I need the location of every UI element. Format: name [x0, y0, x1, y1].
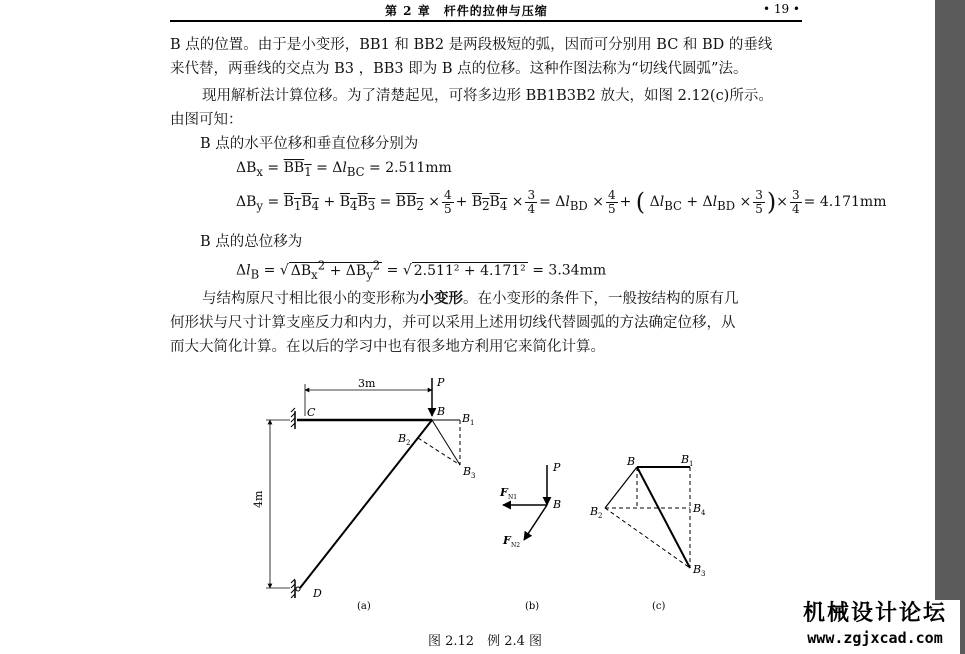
- label-b-p: P: [553, 461, 561, 474]
- paragraph-line: B 点的总位移为: [200, 234, 303, 250]
- fraction: $\frac{3}{4}$: [792, 187, 800, 216]
- figure-caption: 图 2.12 例 2.4 图: [428, 634, 543, 649]
- paragraph-line: 何形状与尺寸计算支座反力和内力，并可以采用上述用切线代替圆弧的方法确定位移，从: [170, 315, 736, 331]
- label-c-b: B: [627, 455, 636, 468]
- caption-a: (a): [357, 601, 371, 612]
- svg-text:4: 4: [701, 509, 706, 517]
- svg-text:2: 2: [598, 512, 603, 520]
- paragraph-line: B 点的位置。由于是小变形，BB1 和 BB2 是两段极短的弧，因而可分别用 BC 和 BD 的垂线: [170, 37, 773, 53]
- label-b1: B: [462, 412, 471, 425]
- right-gutter: [935, 0, 965, 654]
- label-4m: 4m: [252, 490, 265, 508]
- equation-total-displacement: $\Delta l_B$ = √ $\Delta B_x^2 + \Delta B_y^2$ = √ 2.511² + 4.171² = 3.34mm: [236, 258, 607, 282]
- watermark: [790, 600, 960, 654]
- eq3-radicand: 2.511² + 4.171²: [413, 262, 526, 279]
- chapter-title: 第 2 章 杆件的拉伸与压缩: [385, 4, 548, 18]
- subfigure-b: [503, 465, 547, 540]
- eq2-result: = 4.171mm: [803, 194, 887, 210]
- label-c: C: [307, 406, 316, 419]
- svg-text:N2: N2: [511, 542, 521, 549]
- label-b3: B: [463, 465, 472, 478]
- label-b-b: B: [553, 498, 562, 511]
- paragraph-line: 与结构原尺寸相比很小的变形称为小变形。在小变形的条件下，一般按结构的原有几: [202, 290, 739, 307]
- eq1-result: = 2.511mm: [369, 160, 452, 176]
- label-c-b1: B: [681, 453, 690, 466]
- caption-c: (c): [652, 601, 666, 612]
- svg-text:2: 2: [406, 439, 411, 447]
- equation-vertical-displacement: $\Delta B_y = B_1B_4 + B_4B_3 = BB_2$ × $\frac{4}{5}$ + $B_2B_4$ × $\frac{3}{4}$ = $\Delta l_{BD}$ × $\frac{4}{5}$ + ( $\Delta l_{BC} + \Delta l_{BD}$ × $\frac{3}{5}$ )× $\frac{3}{4}$ = 4.171mm: [236, 187, 887, 216]
- fraction: $\frac{3}{5}$: [755, 187, 763, 216]
- watermark-url: www.zgjxcad.com: [807, 629, 943, 647]
- bold-term: 小变形: [419, 290, 463, 307]
- label-c-b4: B: [693, 502, 702, 515]
- label-b2: B: [398, 432, 407, 445]
- label-p: P: [437, 376, 445, 389]
- eq3-result: = 3.34mm: [532, 262, 607, 279]
- label-b: B: [437, 405, 446, 418]
- paragraph-line: 现用解析法计算位移。为了清楚起见，可将多边形 BB1B3B2 放大，如图 2.12(c)所示。: [202, 88, 773, 104]
- fraction: $\frac{4}{5}$: [443, 187, 452, 216]
- subfigure-c: [605, 467, 690, 568]
- fraction: $\frac{3}{4}$: [527, 187, 536, 216]
- label-fn1: F: [500, 486, 508, 499]
- label-fn2: F: [503, 534, 511, 547]
- label-c-b2: B: [590, 505, 599, 518]
- paragraph-line: B 点的水平位移和垂直位移分别为: [200, 136, 419, 152]
- fraction: $\frac{4}{5}$: [607, 187, 616, 216]
- page-number: • 19 •: [762, 2, 800, 16]
- equation-horizontal-displacement: $\Delta B_x = BB_1 = \Delta l_{BC} = 2.511mm$: [236, 160, 452, 179]
- label-d: D: [313, 587, 322, 600]
- svg-text:N1: N1: [508, 494, 518, 501]
- paragraph-line: 由图可知：: [170, 112, 243, 128]
- subfigure-a: [266, 378, 460, 598]
- svg-text:3: 3: [701, 570, 706, 578]
- svg-text:1: 1: [470, 419, 475, 427]
- bar-bd: [300, 420, 432, 588]
- svg-text:1: 1: [689, 460, 694, 468]
- watermark-title: 机械设计论坛: [802, 601, 947, 626]
- label-3m: 3m: [358, 377, 376, 390]
- svg-text:3: 3: [471, 472, 476, 480]
- paragraph-line: 来代替，两垂线的交点为 B3 ，BB3 即为 B 点的位移。这种作图法称为“切线代圆弧”法。: [170, 61, 748, 77]
- caption-b: (b): [525, 601, 540, 612]
- label-c-b3: B: [693, 563, 702, 576]
- paragraph-line: 而大大简化计算。在以后的学习中也有很多地方利用它来简化计算。: [170, 339, 605, 355]
